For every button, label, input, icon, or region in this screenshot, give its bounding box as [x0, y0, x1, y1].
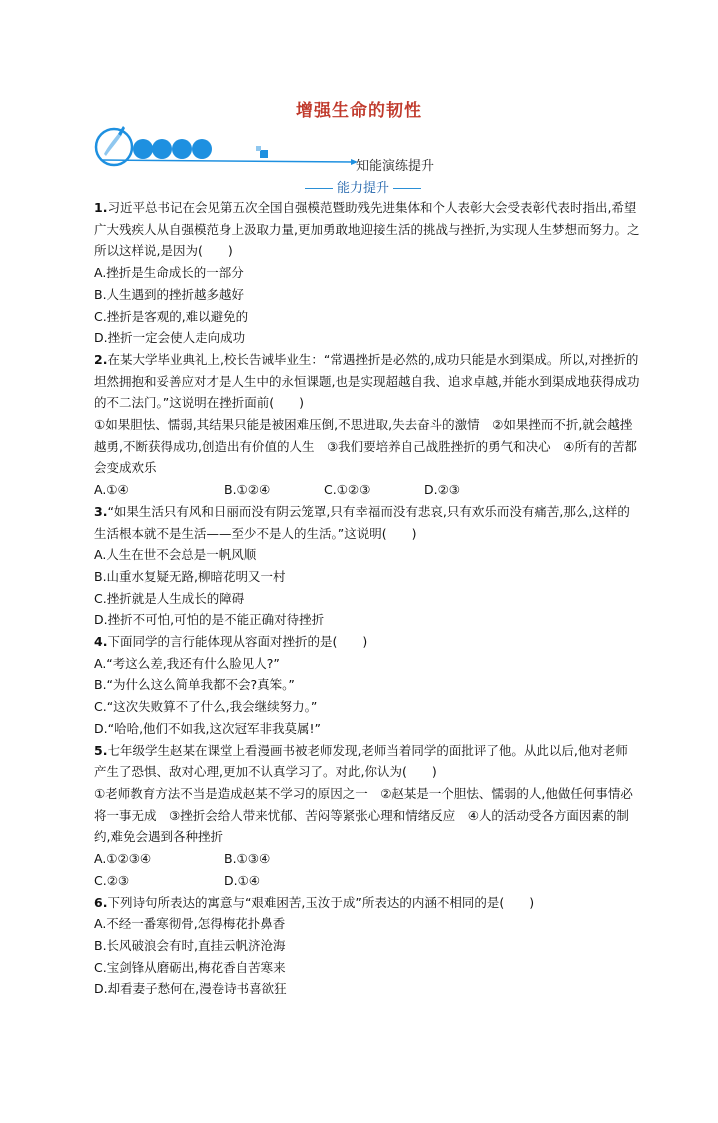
option-d[interactable]: D.挫折一定会使人走向成功 — [94, 330, 246, 346]
question-2 — [94, 349, 640, 501]
divider — [393, 188, 421, 189]
question-3 — [94, 501, 640, 631]
banner-dot — [152, 139, 172, 159]
option-b[interactable]: B.山重水复疑无路,柳暗花明又一村 — [94, 568, 286, 584]
pen-circle-icon — [96, 126, 132, 165]
question-text: 习近平总书记在会见第五次全国自强模范暨助残先进集体和个人表彰大会受表彰代表时指出,希望广大残疾人从自强模范身上汲取力量,更加勇敢地迎接生活的挑战与挫折,为实现人生梦想而努力。之所以这样说,是因为( ) — [94, 200, 640, 259]
banner-dot — [192, 139, 212, 159]
question-5 — [94, 740, 640, 892]
option-a[interactable]: A.①②③④ — [94, 851, 152, 867]
question-number: 4. — [94, 634, 108, 650]
question-number: 2. — [94, 351, 108, 367]
option-c[interactable]: C.②③ — [94, 872, 130, 888]
question-4 — [94, 631, 640, 740]
banner-dot — [133, 139, 153, 159]
question-statements: ①老师教育方法不当是造成赵某不学习的原因之一 ②赵某是一个胆怯、懦弱的人,他做任何事情必将一事无成 ③挫折会给人带来忧郁、苦闷等紧张心理和情绪反应 ④人的活动受各方面因素的制约,难免会遇到各种挫折 — [94, 785, 633, 845]
option-c[interactable]: C.“这次失败算不了什么,我会继续努力。” — [94, 699, 318, 715]
question-text: 下列诗句所表达的寓意与“艰难困苦,玉汝于成”所表达的内涵不相同的是( ) — [107, 894, 535, 910]
option-d[interactable]: D.“哈哈,他们不如我,这次冠军非我莫属!” — [94, 720, 322, 736]
question-number: 3. — [94, 503, 108, 519]
question-6 — [94, 892, 640, 1001]
question-text: “如果生活只有风和日丽而没有阴云笼罩,只有幸福而没有悲哀,只有欢乐而没有痛苦,那么,这样的生活根本就不是生活——至少不是人的生活。”这说明( ) — [94, 503, 630, 541]
option-c[interactable]: C.宝剑锋从磨砺出,梅花香自苦寒来 — [94, 959, 286, 975]
option-b[interactable]: B.“为什么这么简单我都不会?真笨。” — [94, 677, 295, 693]
option-a[interactable]: A.“考这么差,我还有什么脸见人?” — [94, 655, 280, 671]
question-text: 下面同学的言行能体现从容面对挫折的是( ) — [107, 634, 368, 650]
option-b[interactable]: B.人生遇到的挫折越多越好 — [94, 286, 245, 302]
question-list — [94, 197, 640, 1000]
option-c[interactable]: C.挫折是客观的,难以避免的 — [94, 308, 249, 324]
page-title: 增强生命的韧性 — [296, 101, 422, 121]
option-a[interactable]: A.不经一番寒彻骨,怎得梅花扑鼻香 — [94, 916, 286, 932]
option-d[interactable]: D.却看妻子愁何在,漫卷诗书喜欲狂 — [94, 981, 287, 997]
question-number: 5. — [94, 742, 108, 758]
option-d[interactable]: D.挫折不可怕,可怕的是不能正确对待挫折 — [94, 612, 325, 628]
option-c[interactable]: C.挫折就是人生成长的障碍 — [94, 590, 245, 606]
divider — [305, 188, 333, 189]
option-d[interactable]: D.②③ — [424, 482, 461, 498]
options-row — [94, 870, 640, 892]
option-b[interactable]: B.①③④ — [224, 851, 271, 867]
option-c[interactable]: C.①②③ — [324, 482, 371, 498]
option-a[interactable]: A.挫折是生命成长的一部分 — [94, 265, 244, 281]
option-a[interactable]: A.人生在世不会总是一帆风顺 — [94, 547, 257, 563]
question-number: 1. — [94, 200, 108, 215]
option-a[interactable]: A.①④ — [94, 482, 129, 498]
question-text: 在某大学毕业典礼上,校长告诫毕业生：“常遇挫折是必然的,成功只能是水到渠成。所以,对挫折的坦然拥抱和妥善应对才是人生中的永恒课题,也是实现超越自我、追求卓越,并能水到渠成地获得成功的不二法门。”这说明在挫折面前( ) — [94, 351, 640, 411]
question-1 — [94, 197, 640, 349]
section-label: 知能演练提升 — [356, 159, 435, 174]
sub-section-label: 能力提升 — [300, 177, 426, 196]
question-statements: ①如果胆怯、懦弱,其结果只能是被困难压倒,不思进取,失去奋斗的激情 ②如果挫而不折,就会越挫越勇,不断获得成功,创造出有价值的人生 ③我们要培养自己战胜挫折的勇气和决心 ④所有的苦都会变成欢乐 — [94, 417, 637, 476]
option-b[interactable]: B.①②④ — [224, 482, 271, 498]
option-d[interactable]: D.①④ — [224, 872, 261, 888]
banner-square — [260, 150, 268, 158]
banner-square — [256, 146, 261, 151]
question-text: 七年级学生赵某在课堂上看漫画书被老师发现,老师当着同学的面批评了他。从此以后,他对老师产生了恐惧、敌对心理,更加不认真学习了。对此,你认为( ) — [94, 742, 628, 780]
options-row — [94, 848, 640, 870]
option-b[interactable]: B.长风破浪会有时,直挂云帆济沧海 — [94, 937, 286, 953]
banner-dot — [172, 139, 192, 159]
question-number: 6. — [94, 894, 108, 910]
options-row — [94, 479, 640, 501]
banner-line — [102, 160, 354, 162]
